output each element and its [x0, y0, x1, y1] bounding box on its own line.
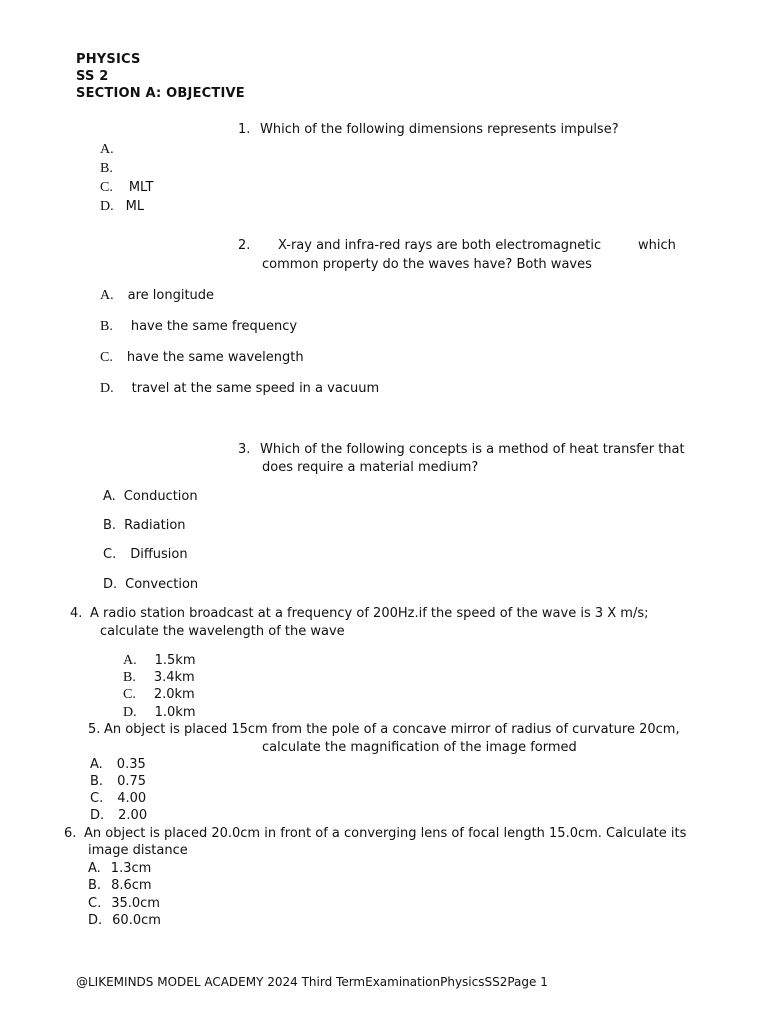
question-number: 5. [88, 722, 101, 737]
question-text: Which of the following dimensions represents impulse? [260, 122, 619, 137]
question-3-line2: does require a material medium? [262, 460, 479, 475]
option-5a: A. 0.35 [90, 757, 146, 772]
question-2-line2: common property do the waves have? Both waves [262, 257, 592, 272]
option-6c: C. 35.0cm [88, 896, 160, 911]
question-2-line1-end: which [638, 238, 676, 253]
option-3a: A. Conduction [103, 489, 198, 504]
option-3b: B. Radiation [103, 518, 186, 533]
question-number: 6. [64, 826, 77, 841]
question-5-line1: 5. An object is placed 15cm from the pole of a concave mirror of radius of curvature 20cm, [88, 722, 680, 737]
option-5c: C. 4.00 [90, 791, 147, 806]
option-5b: B. 0.75 [90, 774, 147, 789]
question-1 [238, 122, 619, 138]
option-2d: D. travel at the same speed in a vacuum [100, 381, 380, 396]
question-number: 1. [238, 122, 251, 137]
option-1c: C. MLT [100, 180, 154, 195]
option-4d: D. 1.0km [123, 705, 196, 720]
question-4-line1: 4. A radio station broadcast at a frequency of 200Hz.if the speed of the wave is 3 X m/s; [70, 606, 649, 621]
question-4-line2: calculate the wavelength of the wave [100, 624, 345, 639]
question-number: 4. [70, 606, 83, 621]
option-6a: A. 1.3cm [88, 861, 152, 876]
option-2b: B. have the same frequency [100, 319, 298, 334]
question-2-line1: 2. X-ray and infra-red rays are both electromagnetic [238, 238, 602, 253]
section-label: SECTION A: OBJECTIVE [76, 86, 245, 101]
option-6d: D. 60.0cm [88, 913, 161, 928]
option-5d: D. 2.00 [90, 808, 148, 823]
option-4c: C. 2.0km [123, 687, 195, 702]
question-number: 3. [238, 442, 251, 457]
option-6b: B. 8.6cm [88, 878, 152, 893]
question-6-line1: 6. An object is placed 20.0cm in front of a converging lens of focal length 15.0cm. Calculate its [64, 826, 687, 841]
option-3d: D. Convection [103, 577, 199, 592]
question-3-line1: 3. Which of the following concepts is a method of heat transfer that [238, 442, 685, 457]
page-footer: @LIKEMINDS MODEL ACADEMY 2024 Third TermExaminationPhysicsSS2Page 1 [76, 975, 548, 989]
option-4a: A. 1.5km [123, 653, 196, 668]
option-1b: B. [100, 161, 113, 176]
subject-title: PHYSICS [76, 52, 141, 67]
question-6-line2: image distance [88, 843, 188, 858]
option-4b: B. 3.4km [123, 670, 195, 685]
option-2c: C. have the same wavelength [100, 350, 304, 365]
option-1a: A. [100, 142, 114, 157]
option-2a: A. are longitude [100, 288, 215, 303]
option-3c: C. Diffusion [103, 547, 188, 562]
question-number: 2. [238, 238, 251, 253]
class-label: SS 2 [76, 69, 109, 84]
option-1d: D. ML [100, 199, 145, 214]
question-5-line2: calculate the magnification of the image formed [262, 740, 577, 755]
